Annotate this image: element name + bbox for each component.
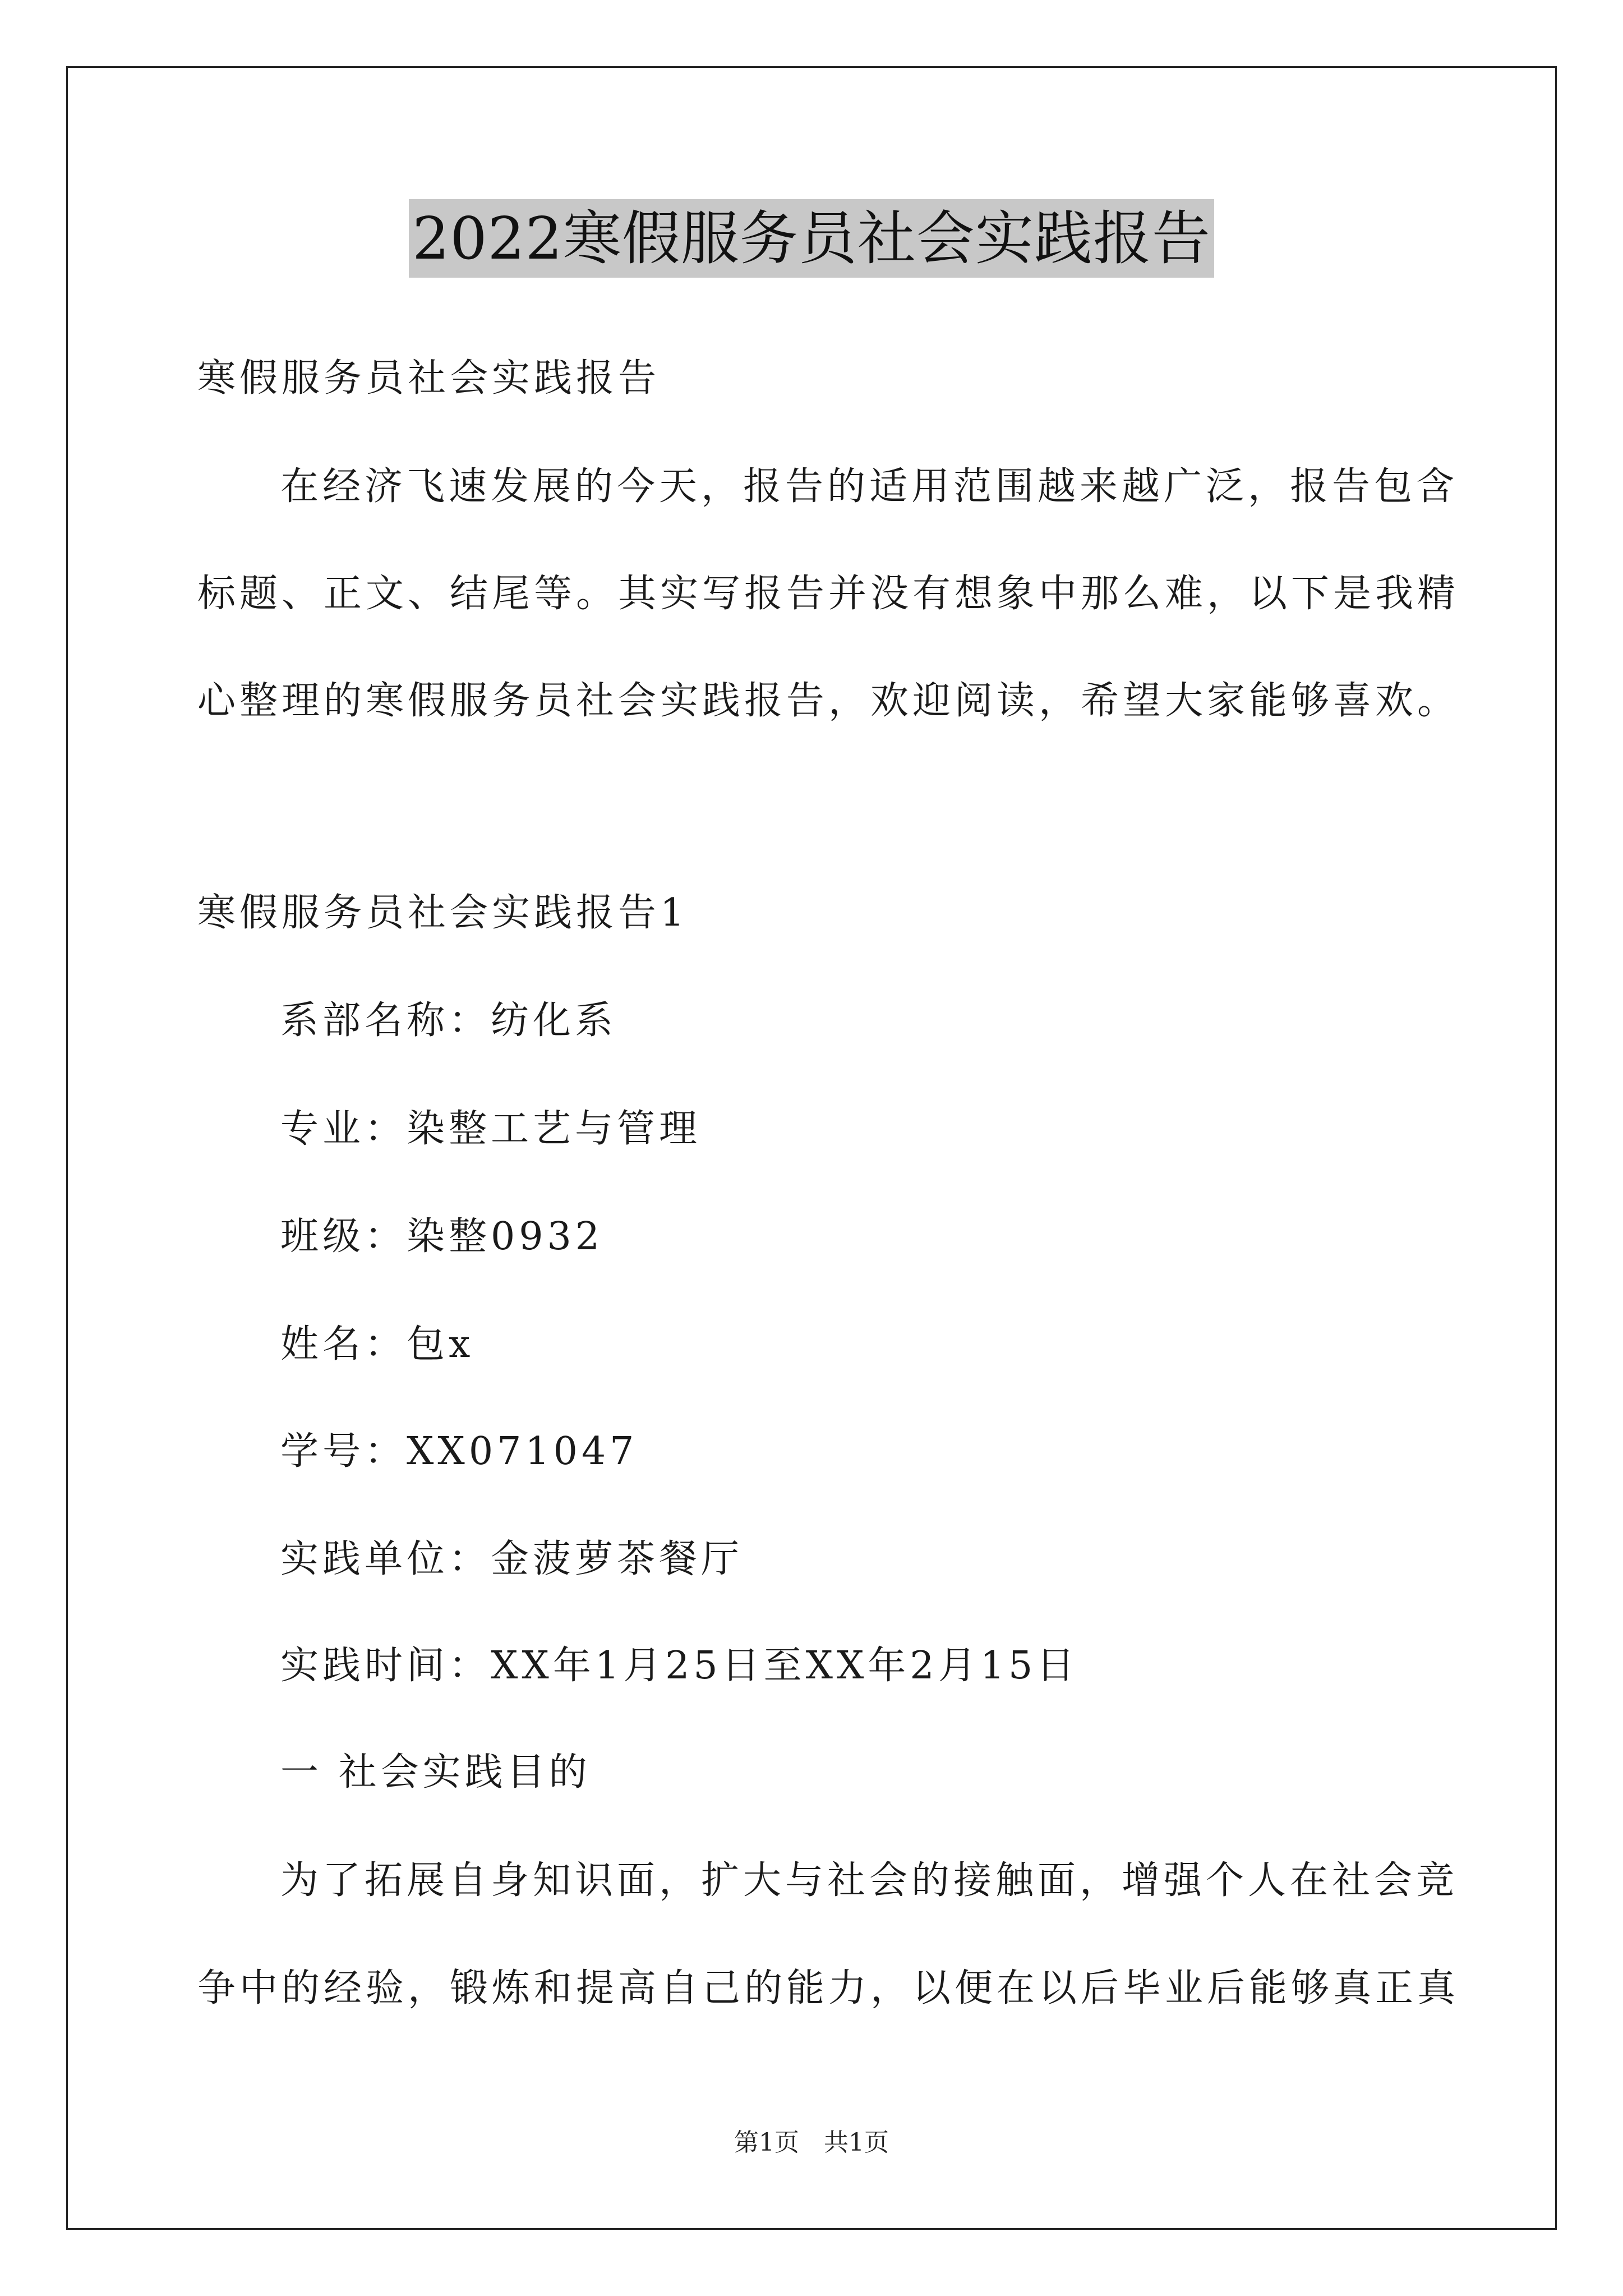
practice-time-line: 实践时间：XX年1月25日至XX年2月15日 <box>280 1644 1079 1688</box>
purpose-line-2: 争中的经验，锻炼和提高自己的能力，以便在以后毕业后能够真正真 <box>197 1966 1460 2010</box>
title-wrap <box>0 199 1623 278</box>
practice-unit-line: 实践单位：金菠萝茶餐厅 <box>280 1537 744 1581</box>
intro-line-3: 心整理的寒假服务员社会实践报告，欢迎阅读，希望大家能够喜欢。 <box>197 679 1460 723</box>
intro-line-1: 在经济飞速发展的今天，报告的适用范围越来越广泛，报告包含 <box>280 464 1459 509</box>
dept-line: 系部名称：纺化系 <box>280 999 617 1043</box>
page-footer: 第1页 共1页 <box>734 2128 889 2157</box>
class-line: 班级：染整0932 <box>280 1214 604 1259</box>
purpose-heading: 一 社会实践目的 <box>280 1750 591 1795</box>
purpose-line-1: 为了拓展自身知识面，扩大与社会的接触面，增强个人在社会竞 <box>280 1858 1459 1903</box>
intro-line-2: 标题、正文、结尾等。其实写报告并没有想象中那么难，以下是我精 <box>197 572 1460 616</box>
document-title: 2022寒假服务员社会实践报告 <box>409 199 1214 278</box>
major-line: 专业：染整工艺与管理 <box>280 1107 702 1151</box>
section-heading: 寒假服务员社会实践报告1 <box>197 891 689 935</box>
name-line: 姓名：包x <box>280 1322 474 1366</box>
student-id-line: 学号：XX071047 <box>280 1429 638 1474</box>
subtitle-line: 寒假服务员社会实践报告 <box>197 356 661 401</box>
